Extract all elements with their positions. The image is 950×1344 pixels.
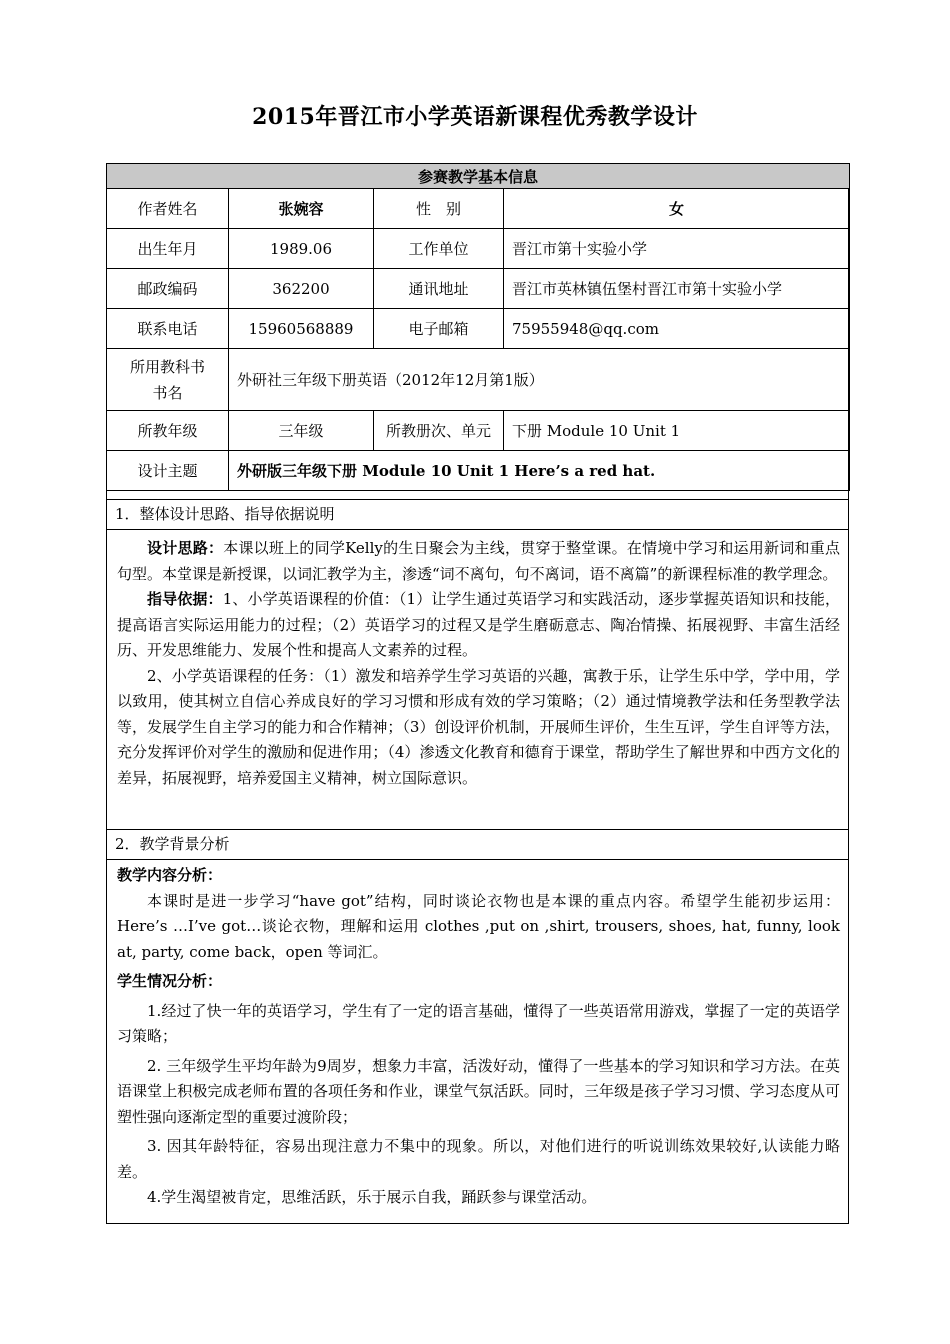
guidance-lead: 指导依据： — [147, 590, 223, 608]
gender-value: 女 — [504, 189, 850, 229]
email-value: 75955948@qq.com — [504, 309, 850, 349]
design-form — [106, 163, 849, 1224]
section-design-rationale — [107, 499, 848, 791]
phone-value: 15960568889 — [229, 309, 374, 349]
work-unit-label: 工作单位 — [374, 229, 504, 269]
author-value: 张婉容 — [229, 189, 374, 229]
guidance-paragraph — [117, 587, 840, 664]
volume-value: 下册 Module 10 Unit 1 — [504, 411, 850, 451]
grade-label: 所教年级 — [107, 411, 229, 451]
page-title: 2015年晋江市小学英语新课程优秀教学设计 — [252, 104, 698, 130]
address-label: 通讯地址 — [374, 269, 504, 309]
section-background-analysis — [107, 829, 848, 1211]
student-point-1: 1.经过了快一年的英语学习，学生有了一定的语言基础，懂得了一些英语常用游戏，掌握了一定的英语学习策略； — [117, 1001, 840, 1045]
basic-info-table — [106, 163, 850, 491]
birth-value: 1989.06 — [229, 229, 374, 269]
design-idea-lead: 设计思路： — [147, 539, 224, 557]
guidance-text: 1、小学英语课程的价值：（1）让学生通过英语学习和实践活动，逐步掌握英语知识和技能，提高语言实际运用能力的过程；（2）英语学习的过程又是学生磨砺意志、陶冶情操、拓展视野、丰富生活经历、开发思维能力、发展个性和提高人文素养的过程。 — [117, 590, 840, 659]
work-unit-value: 晋江市第十实验小学 — [504, 229, 850, 269]
textbook-label-line2: 书名 — [152, 383, 183, 402]
address-value: 晋江市英林镇伍堡村晋江市第十实验小学 — [504, 269, 850, 309]
textbook-label — [107, 349, 229, 411]
content-analysis-text: 本课时是进一步学习“have got”结构，同时谈论衣物也是本课的重点内容。希望学生能初步运用：Here’s …I’ve got…谈论衣物，理解和运用 clothes ,put on ,shirt, trousers, shoes, hat, funny, look at, party, come back，open 等词汇。 — [117, 891, 840, 961]
email-label: 电子邮箱 — [374, 309, 504, 349]
student-analysis-heading: 学生情况分析： — [117, 972, 223, 990]
theme-label: 设计主题 — [107, 451, 229, 491]
section1-heading: 1．整体设计思路、指导依据说明 — [107, 499, 848, 530]
content-analysis-heading: 教学内容分析： — [117, 866, 223, 884]
volume-label: 所教册次、单元 — [374, 411, 504, 451]
birth-label: 出生年月 — [107, 229, 229, 269]
gender-label: 性 别 — [374, 189, 504, 229]
design-idea-text: 本课以班上的同学Kelly的生日聚会为主线，贯穿于整堂课。在情境中学习和运用新词和重点句型。本堂课是新授课，以词汇教学为主，渗透“词不离句，句不离词，语不离篇”的新课程标准的教学理念。 — [117, 539, 840, 583]
phone-label: 联系电话 — [107, 309, 229, 349]
student-point-3: 3. 因其年龄特征，容易出现注意力不集中的现象。所以，对他们进行的听说训练效果较好,认读能力略差。 — [117, 1137, 840, 1181]
design-idea-paragraph — [117, 536, 840, 587]
postcode-label: 邮政编码 — [107, 269, 229, 309]
section2-body — [107, 860, 848, 1211]
textbook-label-line1: 所用教科书 — [129, 357, 205, 376]
student-point-4: 4.学生渴望被肯定，思维活跃，乐于展示自我，踊跃参与课堂活动。 — [147, 1188, 597, 1206]
course-task-paragraph: 2、小学英语课程的任务：（1）激发和培养学生学习英语的兴趣，寓教于乐，让学生乐中学，学中用，学以致用，使其树立自信心养成良好的学习习惯和形成有效的学习策略；（2）通过情境教学法和任务型教学法等，发展学生自主学习的能力和合作精神；（3）创设评价机制，开展师生评价，生生互评，学生自评等方法，充分发挥评价对学生的激励和促进作用；（4）渗透文化教育和德育于课堂，帮助学生了解世界和中西方文化的差异，拓展视野，培养爱国主义精神，树立国际意识。 — [117, 666, 840, 787]
student-point-2: 2. 三年级学生平均年龄为9周岁，想象力丰富，活泼好动，懂得了一些基本的学习知识和学习方法。在英语课堂上积极完成老师布置的各项任务和作业，课堂气氛活跃。同时，三年级是孩子学习习惯、学习态度从可塑性强向逐渐定型的重要过渡阶段； — [117, 1056, 840, 1126]
info-table-header: 参赛教学基本信息 — [107, 164, 850, 189]
postcode-value: 362200 — [229, 269, 374, 309]
author-label: 作者姓名 — [107, 189, 229, 229]
section2-heading: 2．教学背景分析 — [107, 829, 848, 860]
section1-body — [107, 530, 848, 791]
textbook-value: 外研社三年级下册英语（2012年12月第1版） — [229, 349, 850, 411]
grade-value: 三年级 — [229, 411, 374, 451]
theme-value: 外研版三年级下册 Module 10 Unit 1 Here’s a red hat. — [229, 451, 850, 491]
